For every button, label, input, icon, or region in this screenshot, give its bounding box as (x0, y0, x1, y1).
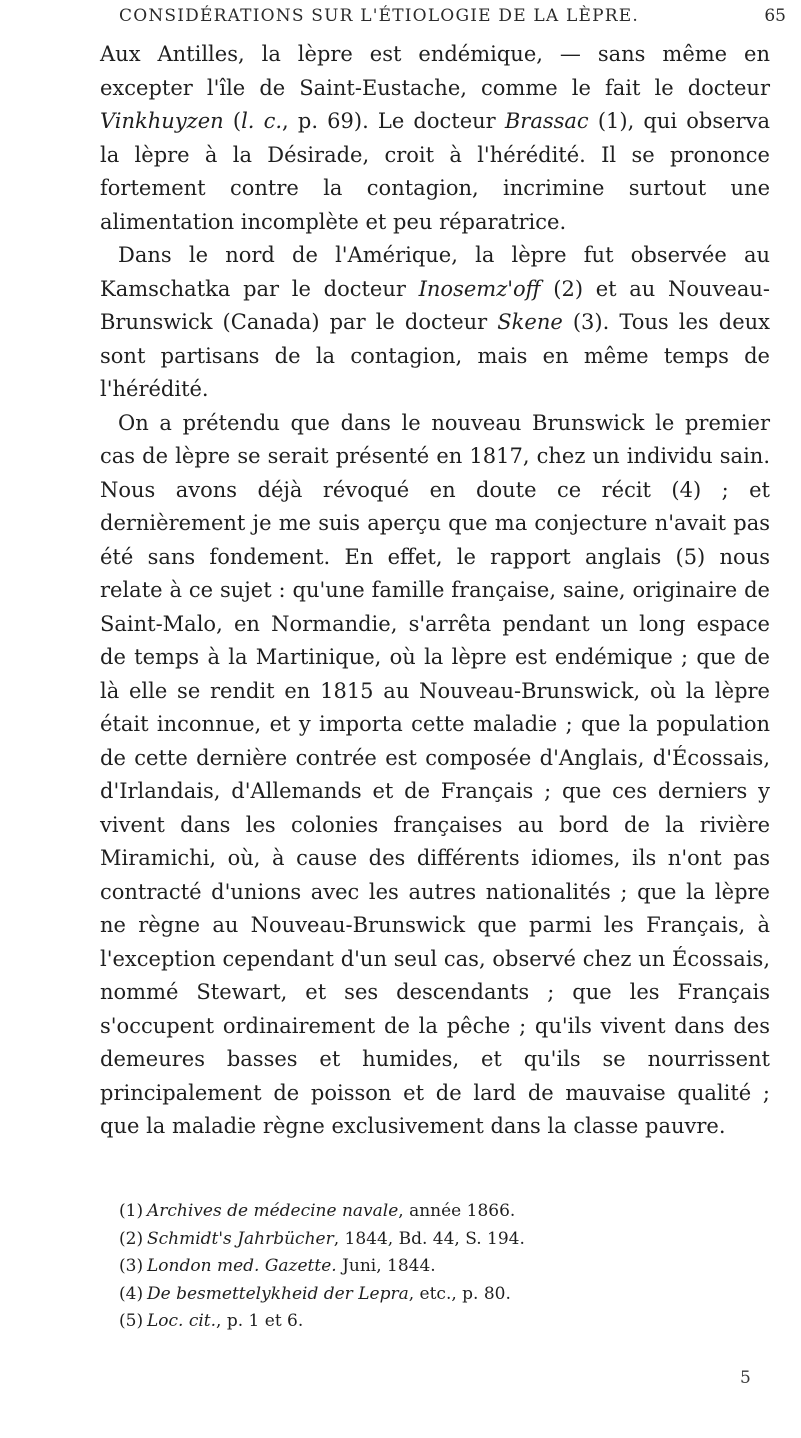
paragraph-text: (2) et au Nouveau-Brunswick (Canada) par le docteur (100, 276, 770, 334)
footnotes (119, 1198, 759, 1336)
paragraph-italic: Brassac (504, 109, 589, 133)
paragraph-north-america (100, 239, 770, 407)
footnote-text: , etc., p. 80. (408, 1283, 511, 1304)
paragraph-italic: l. c. (241, 109, 283, 133)
footnote-text: , p. 1 et 6. (216, 1311, 304, 1331)
footnote-number: (5) (119, 1311, 144, 1331)
footnote (119, 1253, 759, 1281)
paragraph-text: Aux Antilles, la lèpre est endémique, — sans même en excepter l'île de Saint-Eustache, comme le fait le docteur (100, 42, 770, 100)
footnote-italic: Loc. cit. (147, 1311, 217, 1331)
paragraph-text: (3). Tous les deux sont partisans de la contagion, mais en même temps de l'hérédité. (100, 310, 770, 401)
page-number: 65 (764, 6, 786, 26)
paragraph-text: (1), qui observa la lèpre à la Désirade, croit à l'hérédité. Il se prononce fortement contre la contagion, incrimine surtout une alimentation incomplète et peu réparatrice. (100, 109, 770, 234)
paragraph-italic: Skene (497, 310, 563, 334)
paragraph-italic: Vinkhuyzen (100, 109, 224, 133)
footnote-italic: London med. Gazette. (147, 1256, 337, 1276)
body-text (100, 38, 770, 1144)
paragraph-text: On a prétendu que dans le nouveau Brunswick le premier cas de lèpre se serait présenté en 1817, chez un individu sain. Nous avons déjà révoqué en doute ce récit (4) ; et dernièrement je me suis aperçu que ma conjecture n'avait pas été sans fondement. En effet, le rapport anglais (5) nous relate à ce sujet : qu'une famille française, saine, originaire de Saint-Malo, en Normandie, s'arrêta pendant un long espace de temps à la Martinique, où la lèpre est endémique ; que de là elle se rendit en 1815 au Nouveau-Brunswick, où la lèpre était inconnue, et y importa cette maladie ; que la population de cette dernière contrée est composée d'Anglais, d'Écossais, d'Irlandais, d'Allemands et de Français ; que ces derniers y vivent dans les colonies françaises au bord de la rivière Miramichi, où, à cause des différents idiomes, ils n'ont pas contracté d'unions avec les autres nationalités ; que la lèpre ne règne au Nouveau-Brunswick que parmi les Français, à l'exception cependant d'un seul cas, observé chez un Écossais, nommé Stewart, et ses descendants ; que les Français s'occupent ordinairement de la pêche ; qu'ils vivent dans des demeures basses et humides, et qu'ils se nourrissent principalement de poisson et de lard de mauvaise qualité ; que la maladie règne exclusivement dans la classe pauvre. (100, 410, 770, 1138)
running-head (119, 2, 789, 32)
footnote-number: (2) (119, 1228, 144, 1249)
paragraph-antilles (100, 38, 770, 239)
paragraph-text: ( (223, 109, 242, 133)
paragraph-text: , p. 69). Le docteur (282, 109, 505, 133)
running-head-title: CONSIDÉRATIONS SUR L'ÉTIOLOGIE DE LA LÈPRE. (119, 6, 639, 26)
footnote-number: (3) (119, 1256, 144, 1276)
footnote (119, 1198, 759, 1226)
paragraph-text: Dans le nord de l'Amérique, la lèpre fut observée au Kamschatka par le docteur (100, 243, 770, 301)
footnote (119, 1226, 759, 1254)
footnote-italic: Archives de médecine navale (147, 1201, 399, 1221)
footnote-italic: Schmidt's Jahrbücher (147, 1228, 334, 1249)
footnote (119, 1281, 759, 1309)
footnote-italic: De besmettelykheid der Lepra (147, 1283, 409, 1304)
footnote (119, 1308, 759, 1336)
footnote-text: , 1844, Bd. 44, S. 194. (333, 1228, 525, 1249)
footnote-number: (4) (119, 1283, 144, 1304)
paragraph-brunswick (100, 407, 770, 1144)
paragraph-italic: Inosemz'off (418, 276, 541, 301)
signature-mark: 5 (740, 1368, 751, 1388)
footnote-text: Juni, 1844. (336, 1256, 436, 1276)
footnote-number: (1) (119, 1201, 144, 1221)
footnote-text: , année 1866. (398, 1201, 516, 1221)
